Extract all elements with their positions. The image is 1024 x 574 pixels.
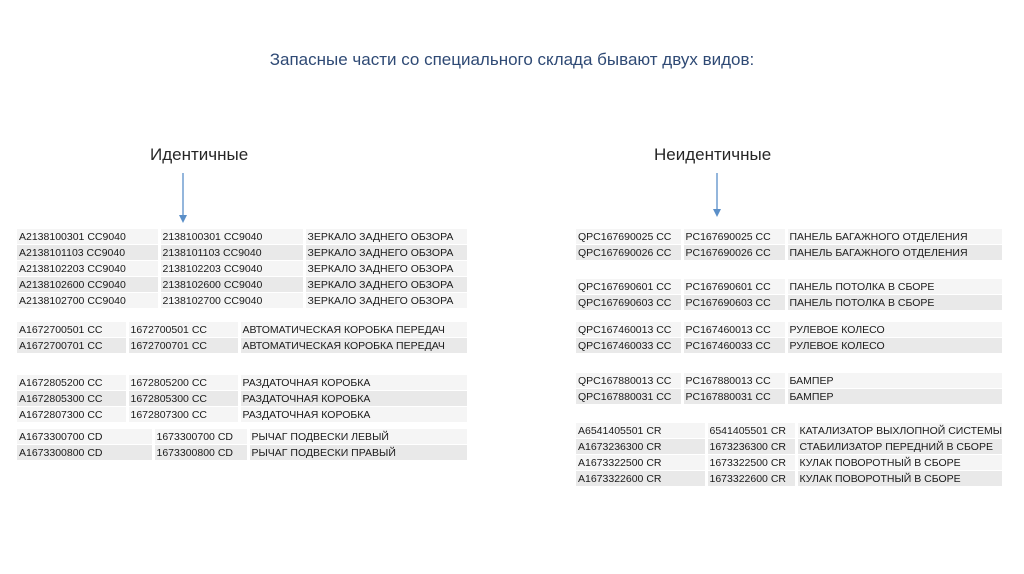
- replacement-part-number: 1672807300 CC: [127, 407, 239, 423]
- replacement-part-number: PC167690601 CC: [682, 279, 786, 295]
- left-parts-table: [17, 322, 467, 354]
- original-part-number: QPC167690601 CC: [576, 279, 682, 295]
- replacement-part-number: 1673300700 CD: [153, 429, 248, 445]
- replacement-part-number: PC167460033 CC: [682, 338, 786, 354]
- part-description: ЗЕРКАЛО ЗАДНЕГО ОБЗОРА: [304, 245, 467, 261]
- part-description: ПАНЕЛЬ БАГАЖНОГО ОТДЕЛЕНИЯ: [786, 229, 1002, 245]
- part-description: ЗЕРКАЛО ЗАДНЕГО ОБЗОРА: [304, 293, 467, 309]
- replacement-part-number: 1673300800 CD: [153, 445, 248, 461]
- replacement-part-number: 1672700501 CC: [127, 322, 239, 338]
- part-description: ЗЕРКАЛО ЗАДНЕГО ОБЗОРА: [304, 261, 467, 277]
- original-part-number: A1673300800 CD: [17, 445, 153, 461]
- original-part-number: A2138102700 CC9040: [17, 293, 159, 309]
- table-row: [17, 277, 467, 293]
- replacement-part-number: 1672700701 CC: [127, 338, 239, 354]
- right-parts-table: [576, 322, 1002, 354]
- replacement-part-number: 2138102600 CC9040: [159, 277, 304, 293]
- table-row: [576, 455, 1002, 471]
- table-row: [576, 338, 1002, 354]
- table-row: [576, 245, 1002, 261]
- table-row: [17, 391, 467, 407]
- original-part-number: A1672807300 CC: [17, 407, 127, 423]
- table-row: [17, 407, 467, 423]
- table-row: [17, 293, 467, 309]
- replacement-part-number: 2138100301 CC9040: [159, 229, 304, 245]
- table-row: [17, 375, 467, 391]
- right-arrow-icon: [711, 173, 723, 219]
- original-part-number: QPC167460013 CC: [576, 322, 682, 338]
- original-part-number: A6541405501 CR: [576, 423, 706, 439]
- table-row: [576, 229, 1002, 245]
- right-column-heading: Неидентичные: [654, 145, 772, 164]
- replacement-part-number: PC167880031 CC: [682, 389, 786, 405]
- left-column-heading: Идентичные: [150, 145, 249, 164]
- original-part-number: QPC167880013 CC: [576, 373, 682, 389]
- original-part-number: A1673322600 CR: [576, 471, 706, 487]
- replacement-part-number: PC167690025 CC: [682, 229, 786, 245]
- part-description: РЫЧАГ ПОДВЕСКИ ЛЕВЫЙ: [248, 429, 467, 445]
- replacement-part-number: 2138101103 CC9040: [159, 245, 304, 261]
- original-part-number: QPC167690025 CC: [576, 229, 682, 245]
- table-row: [576, 279, 1002, 295]
- replacement-part-number: PC167460013 CC: [682, 322, 786, 338]
- original-part-number: A2138102203 CC9040: [17, 261, 159, 277]
- original-part-number: A1672700701 CC: [17, 338, 127, 354]
- original-part-number: A1673300700 CD: [17, 429, 153, 445]
- table-row: [576, 423, 1002, 439]
- part-description: ПАНЕЛЬ ПОТОЛКА В СБОРЕ: [786, 279, 1002, 295]
- replacement-part-number: 1673236300 CR: [706, 439, 796, 455]
- slide-title: Запасные части со специального склада бывают двух видов:: [269, 50, 755, 69]
- original-part-number: A1673236300 CR: [576, 439, 706, 455]
- original-part-number: QPC167880031 CC: [576, 389, 682, 405]
- part-description: РАЗДАТОЧНАЯ КОРОБКА: [239, 407, 467, 423]
- replacement-part-number: 6541405501 CR: [706, 423, 796, 439]
- replacement-part-number: 1672805200 CC: [127, 375, 239, 391]
- table-row: [17, 261, 467, 277]
- part-description: КУЛАК ПОВОРОТНЫЙ В СБОРЕ: [796, 471, 1002, 487]
- part-description: ПАНЕЛЬ БАГАЖНОГО ОТДЕЛЕНИЯ: [786, 245, 1002, 261]
- part-description: РУЛЕВОЕ КОЛЕСО: [786, 338, 1002, 354]
- right-parts-table: [576, 279, 1002, 311]
- part-description: РАЗДАТОЧНАЯ КОРОБКА: [239, 375, 467, 391]
- original-part-number: QPC167690026 CC: [576, 245, 682, 261]
- original-part-number: QPC167690603 CC: [576, 295, 682, 311]
- left-parts-table: [17, 375, 467, 423]
- part-description: ПАНЕЛЬ ПОТОЛКА В СБОРЕ: [786, 295, 1002, 311]
- table-row: [17, 445, 467, 461]
- replacement-part-number: 1672805300 CC: [127, 391, 239, 407]
- original-part-number: A2138102600 CC9040: [17, 277, 159, 293]
- left-arrow-icon: [177, 173, 189, 225]
- original-part-number: A2138101103 CC9040: [17, 245, 159, 261]
- replacement-part-number: PC167690026 CC: [682, 245, 786, 261]
- replacement-part-number: 1673322600 CR: [706, 471, 796, 487]
- original-part-number: A1672805200 CC: [17, 375, 127, 391]
- part-description: РУЛЕВОЕ КОЛЕСО: [786, 322, 1002, 338]
- part-description: ЗЕРКАЛО ЗАДНЕГО ОБЗОРА: [304, 229, 467, 245]
- table-row: [576, 471, 1002, 487]
- replacement-part-number: 1673322500 CR: [706, 455, 796, 471]
- left-parts-table: [17, 229, 467, 309]
- table-row: [576, 295, 1002, 311]
- table-row: [17, 245, 467, 261]
- table-row: [576, 439, 1002, 455]
- original-part-number: QPC167460033 CC: [576, 338, 682, 354]
- right-parts-table: [576, 423, 1002, 487]
- part-description: АВТОМАТИЧЕСКАЯ КОРОБКА ПЕРЕДАЧ: [239, 338, 467, 354]
- part-description: АВТОМАТИЧЕСКАЯ КОРОБКА ПЕРЕДАЧ: [239, 322, 467, 338]
- replacement-part-number: PC167880013 CC: [682, 373, 786, 389]
- replacement-part-number: 2138102203 CC9040: [159, 261, 304, 277]
- original-part-number: A2138100301 CC9040: [17, 229, 159, 245]
- part-description: БАМПЕР: [786, 389, 1002, 405]
- table-row: [576, 373, 1002, 389]
- replacement-part-number: 2138102700 CC9040: [159, 293, 304, 309]
- table-row: [576, 322, 1002, 338]
- part-description: РЫЧАГ ПОДВЕСКИ ПРАВЫЙ: [248, 445, 467, 461]
- table-row: [17, 338, 467, 354]
- original-part-number: A1673322500 CR: [576, 455, 706, 471]
- original-part-number: A1672700501 CC: [17, 322, 127, 338]
- part-description: ЗЕРКАЛО ЗАДНЕГО ОБЗОРА: [304, 277, 467, 293]
- part-description: РАЗДАТОЧНАЯ КОРОБКА: [239, 391, 467, 407]
- table-row: [17, 429, 467, 445]
- part-description: СТАБИЛИЗАТОР ПЕРЕДНИЙ В СБОРЕ: [796, 439, 1002, 455]
- original-part-number: A1672805300 CC: [17, 391, 127, 407]
- right-parts-table: [576, 229, 1002, 261]
- table-row: [576, 389, 1002, 405]
- table-row: [17, 322, 467, 338]
- part-description: БАМПЕР: [786, 373, 1002, 389]
- part-description: КАТАЛИЗАТОР ВЫХЛОПНОЙ СИСТЕМЫ: [796, 423, 1002, 439]
- replacement-part-number: PC167690603 CC: [682, 295, 786, 311]
- table-row: [17, 229, 467, 245]
- right-parts-table: [576, 373, 1002, 405]
- left-parts-table: [17, 429, 467, 461]
- part-description: КУЛАК ПОВОРОТНЫЙ В СБОРЕ: [796, 455, 1002, 471]
